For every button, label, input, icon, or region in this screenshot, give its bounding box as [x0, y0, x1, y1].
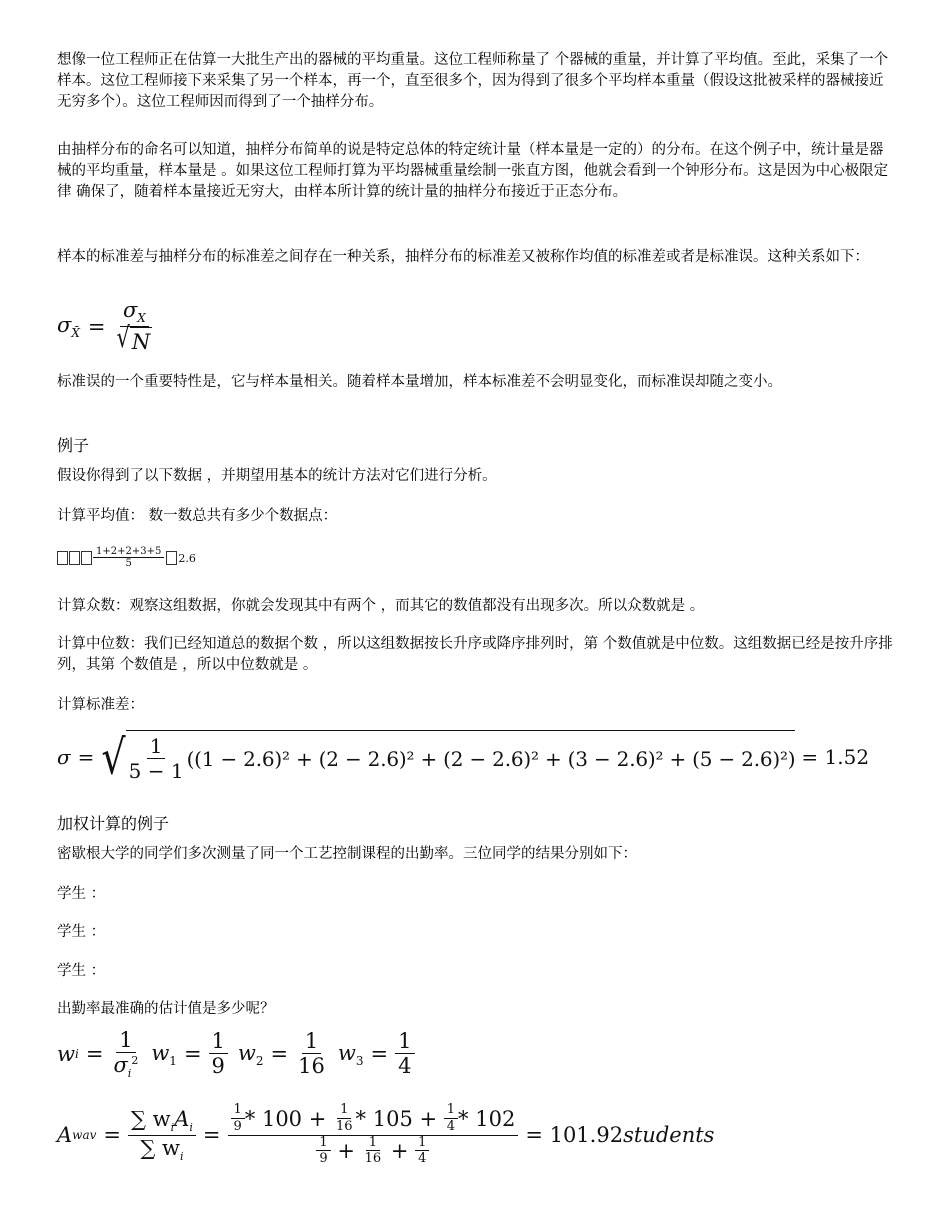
paragraph-data-given: 假设你得到了以下数据 ，并期望用基本的统计方法对它们进行分析。: [57, 468, 497, 484]
formula-standard-error: $\sigma_{X̄}$ = $\frac{\sigma_X}{√N}$: [57, 298, 155, 355]
paragraph-standard-error: 样本的标准差与抽样分布的标准差之间存在一种关系，抽样分布的标准差又被称作均值的标准差或者是标准误。这种关系如下：: [57, 249, 869, 265]
formula-weights: w i = $\frac{1}{\sigma_i^2}$ $w_1$ = $\frac{1}{9}$ $w_2$ = $\frac{1}{16}$ $w_3$ = $\frac{1}{4}$: [57, 1028, 415, 1081]
student-line-1: 学生 ：: [57, 886, 106, 902]
heading-weighted-example: 加权计算的例子: [57, 814, 170, 833]
paragraph-mean: 计算平均值： 数一数总共有多少个数据点：: [57, 508, 338, 524]
formula-standard-deviation: σ = √ $\frac{1}{5 - 1}$ ((1 − 2.6)² + (2 − 2.6)² + (2 − 2.6)² + (3 − 2.6)² + (5 − 2.6)²) = 1.52: [57, 729, 870, 784]
paragraph-median: 计算中位数：我们已经知道总的数据个数 ，所以这组数据按长升序或降序排列时，第 个数值就是中位数。这组数据已经是按升序排列，其第 个数值是 ，所以中位数就是 。: [57, 636, 893, 673]
heading-example: 例子: [57, 436, 90, 455]
paragraph-attendance: 密歇根大学的同学们多次测量了同一个工艺控制课程的出勤率。三位同学的结果分别如下：: [57, 846, 637, 862]
student-line-2: 学生 ：: [57, 924, 106, 940]
paragraph-sampling-distribution: 由抽样分布的命名可以知道，抽样分布简单的说是特定总体的特定统计量（样本量是一定的）的分布。在这个例子中，统计量是器械的平均重量，样本量是 。如果这位工程师打算为平均器械重量绘制一张直方图，他就会看到一个钟形分布。这是因为中心极限定律 确保了，随着样本量接近无穷大，由样本所计算的统计量的抽样分布接近于正态分布。: [57, 142, 889, 200]
student-line-3: 学生 ：: [57, 963, 106, 979]
paragraph-question: 出勤率最准确的估计值是多少呢？: [57, 1001, 275, 1017]
paragraph-mode: 计算众数：观察这组数据，你就会发现其中有两个 ，而其它的数值都没有出现多次。所以众数就是 。: [57, 598, 705, 614]
formula-mean: $\frac{1+2+2+3+5}{5}$ 2.6: [57, 541, 196, 575]
paragraph-intro: 想像一位工程师正在估算一大批生产出的器械的平均重量。这位工程师称量了 个器械的重量，并计算了平均值。至此，采集了一个样本。这位工程师接下来采集了另一个样本，再一个，直至很多个，因为得到了很多个平均样本重量（假设这批被采样的器械接近无穷多个）。这位工程师因而得到了一个抽样分布。: [57, 52, 889, 110]
paragraph-se-property: 标准误的一个重要特性是，它与样本量相关。随着样本量增加，样本标准差不会明显变化，而标准误却随之变小。: [57, 374, 782, 390]
formula-weighted-average: A wav = $\frac{\sum w_iA_i}{\sum w_i}$ = $\frac{1}{9}$ * 100 + $\frac{1}{16}$ * 105 + $\frac{1}{4}$ * 102 $\frac{1}{9}$ + $\frac{1}{16}$ + $\frac{1}{4}$ = 101.92 students: [57, 1102, 715, 1167]
se-fraction: $\frac{\sigma_X}{√N}$: [116, 298, 151, 354]
se-lhs: $\sigma_{X̄}$: [57, 312, 80, 341]
paragraph-stddev: 计算标准差：: [57, 697, 144, 713]
